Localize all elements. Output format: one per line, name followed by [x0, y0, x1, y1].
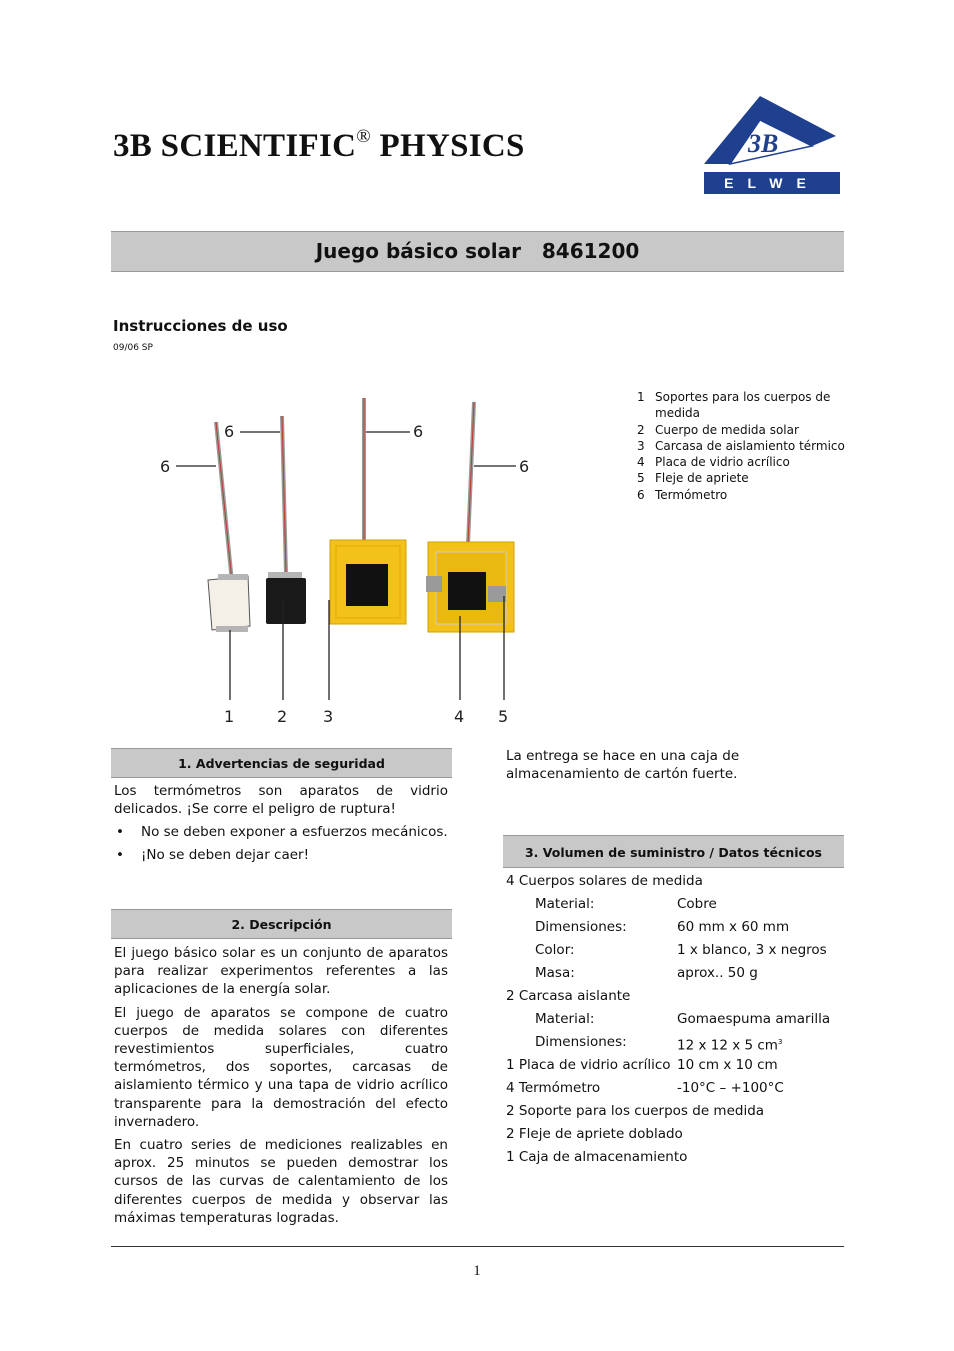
- spec-cell: Material:: [535, 896, 595, 912]
- figure-label: 6: [160, 457, 171, 476]
- apparatus-figure: [150, 392, 550, 732]
- spec-cell: -10°C – +100°C: [677, 1080, 784, 1096]
- parts-list-item: 6 Termómetro: [637, 487, 728, 502]
- spec-row: [506, 916, 844, 939]
- logo-word: ELWE: [724, 175, 820, 191]
- spec-cell: 4 Termómetro: [506, 1080, 601, 1096]
- spec-row: [506, 1008, 844, 1031]
- spec-cell: 1 Placa de vidrio acrílico: [506, 1057, 671, 1073]
- footer-rule: [111, 1246, 844, 1247]
- figure-label: 6: [413, 422, 424, 441]
- spec-cell: 4 Cuerpos solares de medida: [506, 873, 703, 889]
- figure-label: 3: [323, 707, 334, 726]
- brand-title: 3B SCIENTIFIC® PHYSICS: [113, 126, 525, 164]
- page-number: 1: [473, 1263, 481, 1279]
- doc-code: 09/06 SP: [113, 343, 153, 353]
- delivery-note: La entrega se hace en una caja de almacenamiento de cartón fuerte.: [506, 748, 740, 783]
- figure-label: 5: [498, 707, 509, 726]
- specs-table: [506, 870, 844, 1169]
- section-1-body: [114, 782, 448, 864]
- description-paragraph: En cuatro series de mediciones realizables en aprox. 25 minutos se pueden demostrar los cursos de las curvas de calentamiento de los diferentes cuerpos de medida y observar las máximas temperaturas logradas.: [114, 1137, 448, 1226]
- spec-row: [506, 1146, 844, 1169]
- description-paragraph: El juego básico solar es un conjunto de aparatos para realizar experimentos referentes a las aplicaciones de la energía solar.: [114, 945, 448, 998]
- parts-list: [637, 389, 845, 503]
- subtitle: Instrucciones de uso: [113, 317, 288, 335]
- parts-list-item: 4 Placa de vidrio acrílico: [637, 455, 790, 470]
- logo-letters: 3B: [748, 129, 779, 158]
- spec-row: [506, 1054, 844, 1077]
- figure-label: 1: [224, 707, 235, 726]
- spec-cell: Gomaespuma amarilla: [677, 1011, 831, 1027]
- spec-row: [506, 939, 844, 962]
- elwe-logo: [700, 94, 844, 196]
- description-paragraph: El juego de aparatos se compone de cuatro cuerpos de medida solares con diferentes revestimientos superficiales, cuatro termómetros, dos soportes, carcasas de aislamiento térmico y una tapa de vidrio acrílico transparente para la demostración del efecto invernadero.: [114, 1004, 448, 1130]
- spec-cell: aprox.. 50 g: [677, 965, 758, 981]
- spec-cell: 1 x blanco, 3 x negros: [677, 942, 827, 958]
- spec-cell: Dimensiones:: [535, 1034, 627, 1050]
- spec-row: [506, 870, 844, 893]
- spec-cell: 2 Soporte para los cuerpos de medida: [506, 1103, 765, 1119]
- title-band: [111, 231, 844, 272]
- page-title: Juego básico solar 8461200: [315, 239, 640, 263]
- spec-cell: 2 Fleje de apriete doblado: [506, 1126, 683, 1142]
- safety-text: Los termómetros son aparatos de vidrio delicados. ¡Se corre el peligro de ruptura!: [114, 783, 448, 818]
- spec-cell: Material:: [535, 1011, 595, 1027]
- section-1-heading: 1. Advertencias de seguridad: [111, 748, 452, 778]
- spec-row: [506, 962, 844, 985]
- spec-cell: Masa:: [535, 965, 575, 981]
- parts-list-item: 5 Fleje de apriete: [637, 471, 749, 486]
- parts-list-item: 3 Carcasa de aislamiento térmico: [637, 438, 845, 453]
- parts-list-item: 2 Cuerpo de medida solar: [637, 422, 799, 437]
- spec-cell: 1 Caja de almacenamiento: [506, 1149, 688, 1165]
- spec-cell: 60 mm x 60 mm: [677, 919, 790, 935]
- spec-cell: 12 x 12 x 5 $cm^3$: [677, 1037, 783, 1054]
- spec-row: [506, 985, 844, 1008]
- figure-label: 6: [224, 422, 235, 441]
- spec-row: [506, 1100, 844, 1123]
- spec-cell: Cobre: [677, 896, 717, 912]
- parts-list-item: 1 Soportes para los cuerpos de medida: [637, 390, 831, 421]
- figure-label: 2: [277, 707, 288, 726]
- spec-cell: 10 cm x 10 cm: [677, 1057, 778, 1073]
- spec-row: [506, 893, 844, 916]
- section-3-heading: 3. Volumen de suministro / Datos técnicos: [503, 835, 844, 868]
- section-2-heading: 2. Descripción: [111, 909, 452, 939]
- spec-row: [506, 1077, 844, 1100]
- spec-cell: Color:: [535, 942, 575, 958]
- figure-label: 4: [454, 707, 465, 726]
- spec-cell: Dimensiones:: [535, 919, 627, 935]
- spec-row: [506, 1123, 844, 1146]
- safety-bullet: • No se deben exponer a esfuerzos mecánicos.: [116, 824, 448, 841]
- safety-bullet: • ¡No se deben dejar caer!: [116, 847, 309, 864]
- section-2-body: [114, 944, 448, 1227]
- spec-row: [506, 1031, 844, 1054]
- figure-label: 6: [519, 457, 530, 476]
- spec-cell: 2 Carcasa aislante: [506, 988, 631, 1004]
